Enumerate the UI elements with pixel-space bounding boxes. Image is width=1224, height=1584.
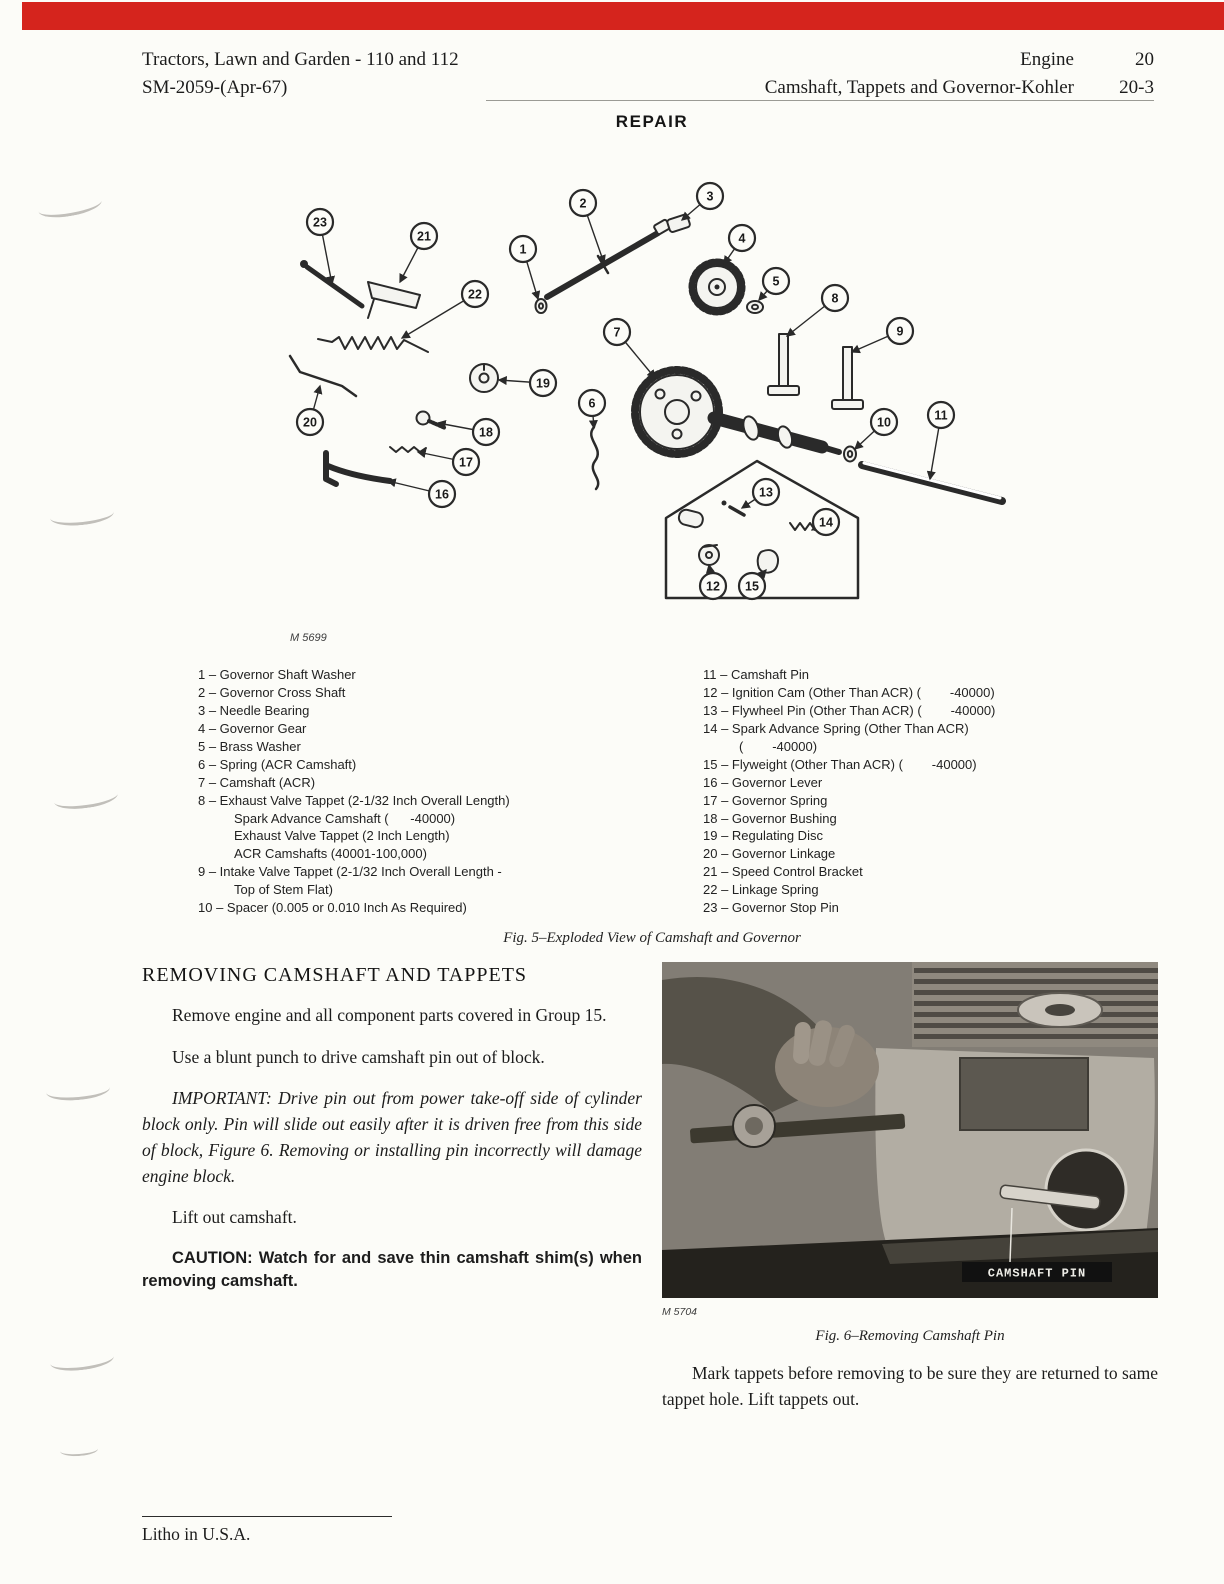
svg-text:9: 9 xyxy=(896,324,904,339)
diagram-callout-11 xyxy=(928,402,954,428)
diagram-callout-4 xyxy=(729,225,755,251)
important-note: IMPORTANT: Drive pin out from power take-off side of cylinder block only. Pin will slide out easily after it is driven free from this side of block, Figure 6. Removing or installing pin incorrectly will damage engine block. xyxy=(142,1088,642,1186)
photo-camshaft-pin-label: CAMSHAFT PIN xyxy=(987,1266,1087,1281)
intake-flange xyxy=(1018,993,1102,1027)
diagram-callout-6 xyxy=(579,390,605,416)
diagram-callout-16 xyxy=(429,481,455,507)
part-governor-gear xyxy=(692,262,742,312)
svg-text:23: 23 xyxy=(313,215,327,230)
svg-text:7: 7 xyxy=(613,325,621,340)
parts-legend-entry: 14 – Spark Advance Spring (Other Than ACR) xyxy=(703,720,969,736)
diagram-callout-7 xyxy=(604,319,630,345)
parts-legend-entry: 13 – Flywheel Pin (Other Than ACR) ( -40000) xyxy=(703,702,996,718)
svg-text:11: 11 xyxy=(934,408,948,423)
body-left-column xyxy=(142,964,642,1294)
caution-note: CAUTION: Watch for and save thin camshaft shim(s) when removing camshaft. xyxy=(142,1249,642,1291)
parts-legend xyxy=(198,666,1150,917)
part-governor-spring xyxy=(390,447,426,452)
repair-heading: REPAIR xyxy=(615,112,689,131)
part-governor-lever xyxy=(326,453,390,484)
part-speed-control-bracket xyxy=(368,282,420,318)
part-regulating-disc xyxy=(470,364,498,392)
parts-legend-entry: 15 – Flyweight (Other Than ACR) ( -40000) xyxy=(703,756,977,772)
paragraph-remove-engine: Remove engine and all component parts covered in Group 15. xyxy=(172,1005,607,1025)
svg-text:15: 15 xyxy=(745,579,759,594)
svg-text:5: 5 xyxy=(772,274,780,289)
top-red-bar xyxy=(22,2,1224,30)
figure5-diagram xyxy=(262,156,1032,666)
svg-text:1: 1 xyxy=(519,242,527,257)
parts-legend-entry: 20 – Governor Linkage xyxy=(703,846,836,862)
parts-legend-entry: Exhaust Valve Tappet (2 Inch Length) xyxy=(234,828,450,844)
parts-legend-entry: ( -40000) xyxy=(739,738,818,754)
scan-artifact xyxy=(60,1443,99,1458)
svg-text:10: 10 xyxy=(877,415,891,430)
parts-legend-entry: Spark Advance Camshaft ( -40000) xyxy=(234,810,456,826)
header-left xyxy=(142,46,459,101)
block-recess xyxy=(960,1058,1088,1130)
header-row-engine xyxy=(634,46,1154,74)
section-heading: REMOVING CAMSHAFT AND TAPPETS xyxy=(142,964,528,986)
paragraph-lift-camshaft: Lift out camshaft. xyxy=(172,1207,297,1228)
part-intake-valve-tappet xyxy=(832,347,863,409)
doc-title: Tractors, Lawn and Garden - 110 and 112 xyxy=(142,49,459,70)
svg-text:20: 20 xyxy=(303,415,317,430)
parts-legend-entry: 2 – Governor Cross Shaft xyxy=(198,684,346,700)
camshaft-bore xyxy=(1046,1150,1126,1230)
diagram-callout-21 xyxy=(411,223,437,249)
paragraph-blunt-punch: Use a blunt punch to drive camshaft pin out of block. xyxy=(172,1046,545,1067)
svg-text:16: 16 xyxy=(435,487,449,502)
parts-legend-entry: 23 – Governor Stop Pin xyxy=(703,900,839,916)
part-governor-bushing xyxy=(417,412,446,429)
part-spark-advance-assembly xyxy=(677,501,819,573)
diagram-callout-14 xyxy=(813,509,839,535)
diagram-callout-5 xyxy=(763,268,789,294)
parts-legend-entry: 21 – Speed Control Bracket xyxy=(703,864,863,880)
part-governor-linkage xyxy=(290,356,356,396)
diagram-callout-23 xyxy=(307,209,333,235)
svg-text:12: 12 xyxy=(706,579,720,594)
parts-legend-entry: 11 – Camshaft Pin xyxy=(703,667,809,682)
parts-legend-entry: 3 – Needle Bearing xyxy=(198,702,310,718)
figure5-photo-ref: M 5699 xyxy=(290,632,327,644)
svg-text:18: 18 xyxy=(479,425,493,440)
parts-legend-entry: 12 – Ignition Cam (Other Than ACR) ( -40000) xyxy=(703,684,995,700)
parts-legend-entry: 7 – Camshaft (ACR) xyxy=(198,774,316,790)
parts-legend-entry: 18 – Governor Bushing xyxy=(703,810,837,826)
parts-legend-entry: 10 – Spacer (0.005 or 0.010 Inch As Required) xyxy=(198,900,467,916)
part-linkage-spring xyxy=(318,337,428,352)
header-row-chapter xyxy=(634,74,1154,102)
figure5-caption: Fig. 5–Exploded View of Camshaft and Governor xyxy=(503,930,801,946)
svg-text:14: 14 xyxy=(819,515,833,530)
scan-artifact xyxy=(37,191,104,222)
parts-legend-left-column xyxy=(198,666,703,917)
svg-text:3: 3 xyxy=(706,189,714,204)
svg-text:4: 4 xyxy=(738,231,746,246)
callout-layer xyxy=(297,183,954,599)
svg-text:6: 6 xyxy=(588,396,596,411)
parts-legend-entry: 22 – Linkage Spring xyxy=(703,882,819,898)
parts-legend-entry: 16 – Governor Lever xyxy=(703,774,823,790)
chapter-title: Camshaft, Tappets and Governor-Kohler xyxy=(764,76,1074,98)
diagram-callout-13 xyxy=(753,479,779,505)
parts-legend-entry: 1 – Governor Shaft Washer xyxy=(198,667,356,682)
parts-legend-entry: 4 – Governor Gear xyxy=(198,720,307,736)
parts-legend-entry: 6 – Spring (ACR Camshaft) xyxy=(198,756,357,772)
diagram-callout-15 xyxy=(739,573,765,599)
section-title: Engine xyxy=(1020,49,1074,70)
parts-legend-entry: Top of Stem Flat) xyxy=(234,882,333,898)
diagram-callout-10 xyxy=(871,409,897,435)
svg-text:21: 21 xyxy=(417,229,431,244)
diagram-callout-18 xyxy=(473,419,499,445)
part-governor-cross-shaft xyxy=(547,219,671,297)
part-camshaft xyxy=(635,370,839,454)
header-rule xyxy=(486,100,1154,101)
litho-note: Litho in U.S.A. xyxy=(142,1524,251,1544)
part-exhaust-valve-tappet xyxy=(768,334,799,395)
svg-text:2: 2 xyxy=(579,196,587,211)
figure6-caption: Fig. 6–Removing Camshaft Pin xyxy=(815,1328,1005,1344)
body-right-column xyxy=(662,962,1158,1412)
diagram-callout-8 xyxy=(822,285,848,311)
svg-text:8: 8 xyxy=(831,291,839,306)
parts-legend-right-column xyxy=(703,666,1150,917)
chapter-page-number: 20-3 xyxy=(1119,76,1154,98)
parts-legend-entry: 5 – Brass Washer xyxy=(198,738,301,754)
exploded-view-drawing xyxy=(262,156,1032,666)
parts-legend-entry: 17 – Governor Spring xyxy=(703,792,828,808)
paragraph-mark-tappets: Mark tappets before removing to be sure they are returned to same tappet hole. Lift tappets out. xyxy=(662,1363,1159,1409)
scan-artifact xyxy=(53,784,119,813)
part-needle-bearing xyxy=(667,214,691,233)
diagram-callout-12 xyxy=(700,573,726,599)
part-spacer xyxy=(844,447,856,462)
svg-text:19: 19 xyxy=(536,376,550,391)
page-header xyxy=(142,46,1154,101)
diagram-callout-19 xyxy=(530,370,556,396)
diagram-callout-20 xyxy=(297,409,323,435)
part-acr-spring xyxy=(591,427,598,489)
svg-text:13: 13 xyxy=(759,485,773,500)
part-brass-washer xyxy=(747,301,763,313)
diagram-callout-22 xyxy=(462,281,488,307)
part-governor-stop-pin xyxy=(300,260,362,306)
section-page-number: 20 xyxy=(1135,49,1154,70)
parts-legend-entry: ACR Camshafts (40001-100,000) xyxy=(234,846,427,862)
parts-legend-entry: 9 – Intake Valve Tappet (2-1/32 Inch Overall Length - xyxy=(198,864,502,880)
header-right xyxy=(634,46,1154,101)
diagram-callout-3 xyxy=(697,183,723,209)
part-governor-shaft-washer xyxy=(536,299,547,313)
figure6-photo-ref: M 5704 xyxy=(662,1306,698,1318)
parts-legend-entry: 19 – Regulating Disc xyxy=(703,828,823,844)
figure6-photo xyxy=(662,962,1158,1298)
scan-artifact xyxy=(49,1346,115,1374)
scan-artifact xyxy=(45,1077,110,1103)
doc-number: SM-2059-(Apr-67) xyxy=(142,76,288,98)
diagram-callout-9 xyxy=(887,318,913,344)
diagram-callout-17 xyxy=(453,449,479,475)
parts-legend-entry: 8 – Exhaust Valve Tappet (2-1/32 Inch Overall Length) xyxy=(198,792,510,808)
footer-rule xyxy=(142,1516,392,1517)
svg-text:17: 17 xyxy=(459,455,473,470)
svg-text:22: 22 xyxy=(468,287,482,302)
scan-artifact xyxy=(49,502,115,529)
diagram-callout-2 xyxy=(570,190,596,216)
diagram-callout-1 xyxy=(510,236,536,262)
